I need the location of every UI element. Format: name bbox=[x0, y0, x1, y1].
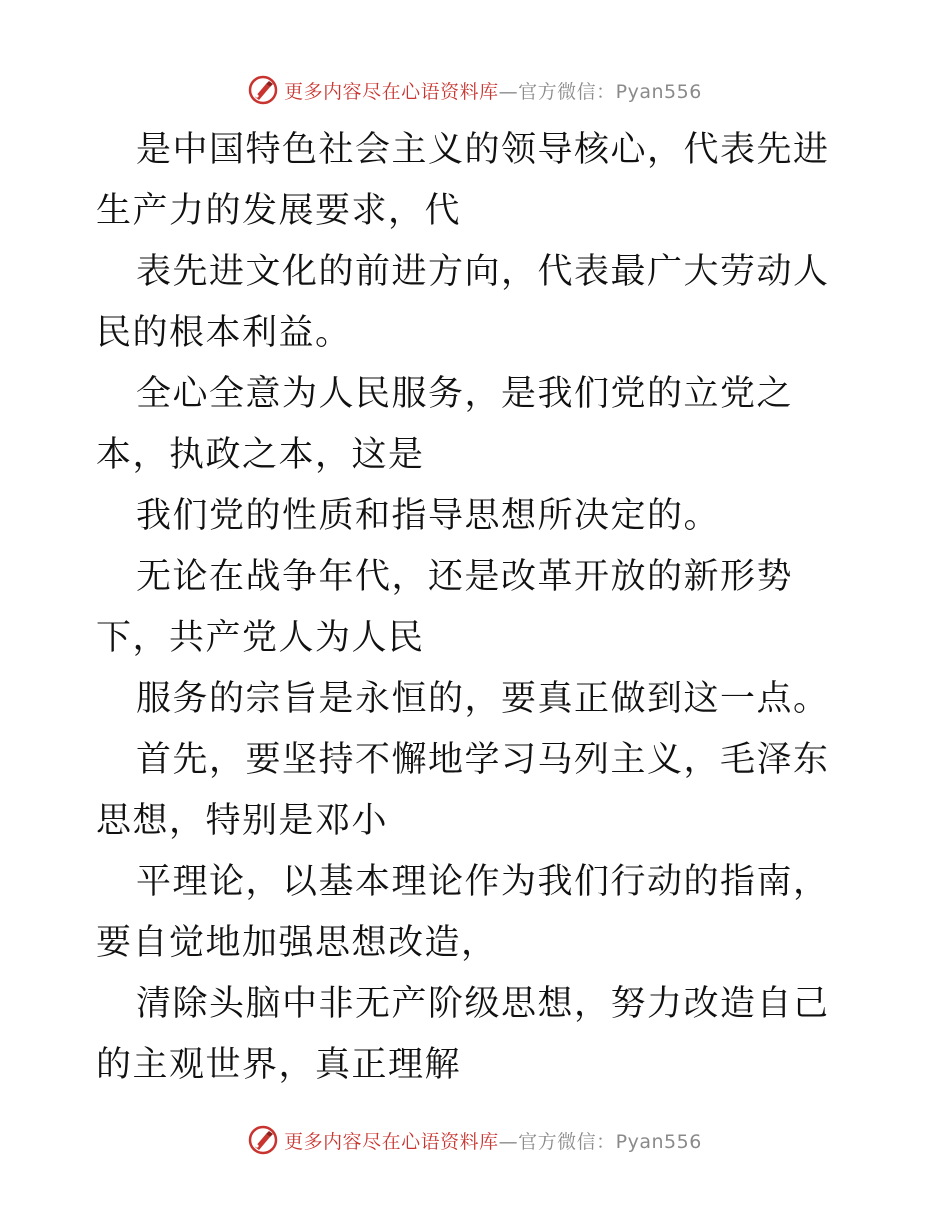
footer-banner bbox=[0, 1120, 950, 1160]
paragraph-3: 全心全意为人民服务，是我们党的立党之本，执政之本，这是 bbox=[96, 374, 794, 475]
header-banner-text bbox=[284, 77, 702, 104]
paragraph-5: 无论在战争年代，还是改革开放的新形势下，共产党人为人民 bbox=[96, 557, 794, 658]
header-banner-wechat: —官方微信：Pyan556 bbox=[498, 80, 702, 103]
paragraph-4: 我们党的性质和指导思想所决定的。 bbox=[136, 496, 721, 536]
header-banner bbox=[0, 70, 950, 110]
footer-banner-text bbox=[284, 1127, 702, 1154]
pen-logo-icon bbox=[248, 75, 278, 105]
header-banner-title: 更多内容尽在心语资料库 bbox=[284, 80, 499, 103]
paragraph-6: 服务的宗旨是永恒的，要真正做到这一点。 bbox=[136, 679, 830, 719]
footer-banner-wechat: —官方微信：Pyan556 bbox=[498, 1130, 702, 1153]
paragraph-7: 首先，要坚持不懈地学习马列主义，毛泽东思想，特别是邓小 bbox=[96, 740, 830, 841]
paragraph-9: 清除头脑中非无产阶级思想，努力改造自己的主观世界，真正理解 bbox=[96, 984, 830, 1085]
footer-banner-title: 更多内容尽在心语资料库 bbox=[284, 1130, 499, 1153]
paragraph-2: 表先进文化的前进方向，代表最广大劳动人民的根本利益。 bbox=[96, 252, 830, 353]
paragraph-1: 是中国特色社会主义的领导核心，代表先进生产力的发展要求，代 bbox=[96, 130, 830, 231]
pen-logo-icon bbox=[248, 1125, 278, 1155]
paragraph-8: 平理论，以基本理论作为我们行动的指南，要自觉地加强思想改造， bbox=[96, 862, 830, 963]
document-body bbox=[96, 120, 856, 1096]
